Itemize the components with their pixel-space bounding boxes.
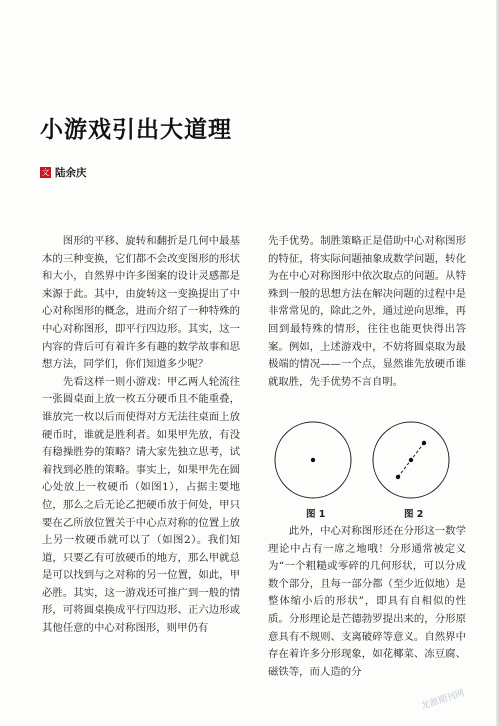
fig2-caption: 图 2 [404,509,424,520]
figures [268,418,466,522]
fig2-coin-a [396,475,400,479]
right-column-bottom [268,523,466,681]
fig1-center-coin [311,458,315,462]
right-column-top [268,233,466,391]
author-row [40,165,87,180]
paragraph: 图形的平移、旋转和翻折是几何中最基本的三种变换，它们都不会改变图形的形状和大小，自然界中许多图案的设计灵感都是来源于此。其中，由旋转这一变换提出了中心对称图形的概念，进而介绍了一种特殊的中心对称图形，即平行四边形。其实，这一内容的背后可有着许多有趣的数学故事和思想方法，同学们，你们知道多少呢？ [42,235,240,371]
fig1-caption: 图 1 [306,509,326,520]
author-badge: 文 [41,168,50,177]
figure-diagram [268,418,466,508]
author-name: 陆余庆 [55,167,87,179]
paragraph: 此外，中心对称图形还在分形这一数学理论中占有一席之地哦！分形通常被定义为“一个粗糙或零碎的几何形状，可以分成数个部分，且每一部分都（至少近似地）是整体缩小后的形状”，即具有自相似的性质。分形理论是芒德勃罗提出来的，分形原意具有不规则、支离破碎等意义。自然界中存在着许多分形现象，如花椰菜、冻豆腐、磁铁等，而人造的分 [268,525,466,678]
fig2-coin-b [422,441,426,445]
paragraph: 先看这样一则小游戏：甲乙两人轮流往一张圆桌面上放一枚五分硬币且不能重叠，谁放完一枚以后而使得对方无法往桌面上放硬币时，谁就是胜利者。如果甲先放，有没有稳操胜券的策略？请大家先独立思考，试着找到必胜的策略。事实上，如果甲先在圆心处放上一枚硬币（如图1），占据主要地位，那么之后无论乙把硬币放于何处，甲只要在乙所放位置关于中心点对称的位置上放上另一枚硬币就可以了（如图2）。我们知道，只要乙有可放硬币的地方，那么甲就总是可以找到与之对称的另一位置，如此，甲必胜。其实，这一游戏还可推广到一般的情形，可将圆桌换成平行四边形、正六边形或其他任意的中心对称图形，则甲仍有 [42,375,240,635]
paragraph-continued: 先手优势。制胜策略正是借助中心对称图形的特征，将实际问题抽象成数学问题，转化为在中心对称图形中依次取点的问题。从特殊到一般的思想方法在解决问题的过程中是非常常见的，除此之外，通过逆向思维，再回到最特殊的情形，往往也能更快得出答案。例如，上述游戏中，不妨将圆桌取为最极端的情况——一个点，显然谁先放硬币谁就取胜，先手优势不言自明。 [268,235,466,388]
watermark: 龙源期刊网 [419,688,466,712]
left-column [42,233,240,638]
article-title: 小游戏引出大道理 [40,117,232,143]
fig2-center-coin [409,458,413,462]
